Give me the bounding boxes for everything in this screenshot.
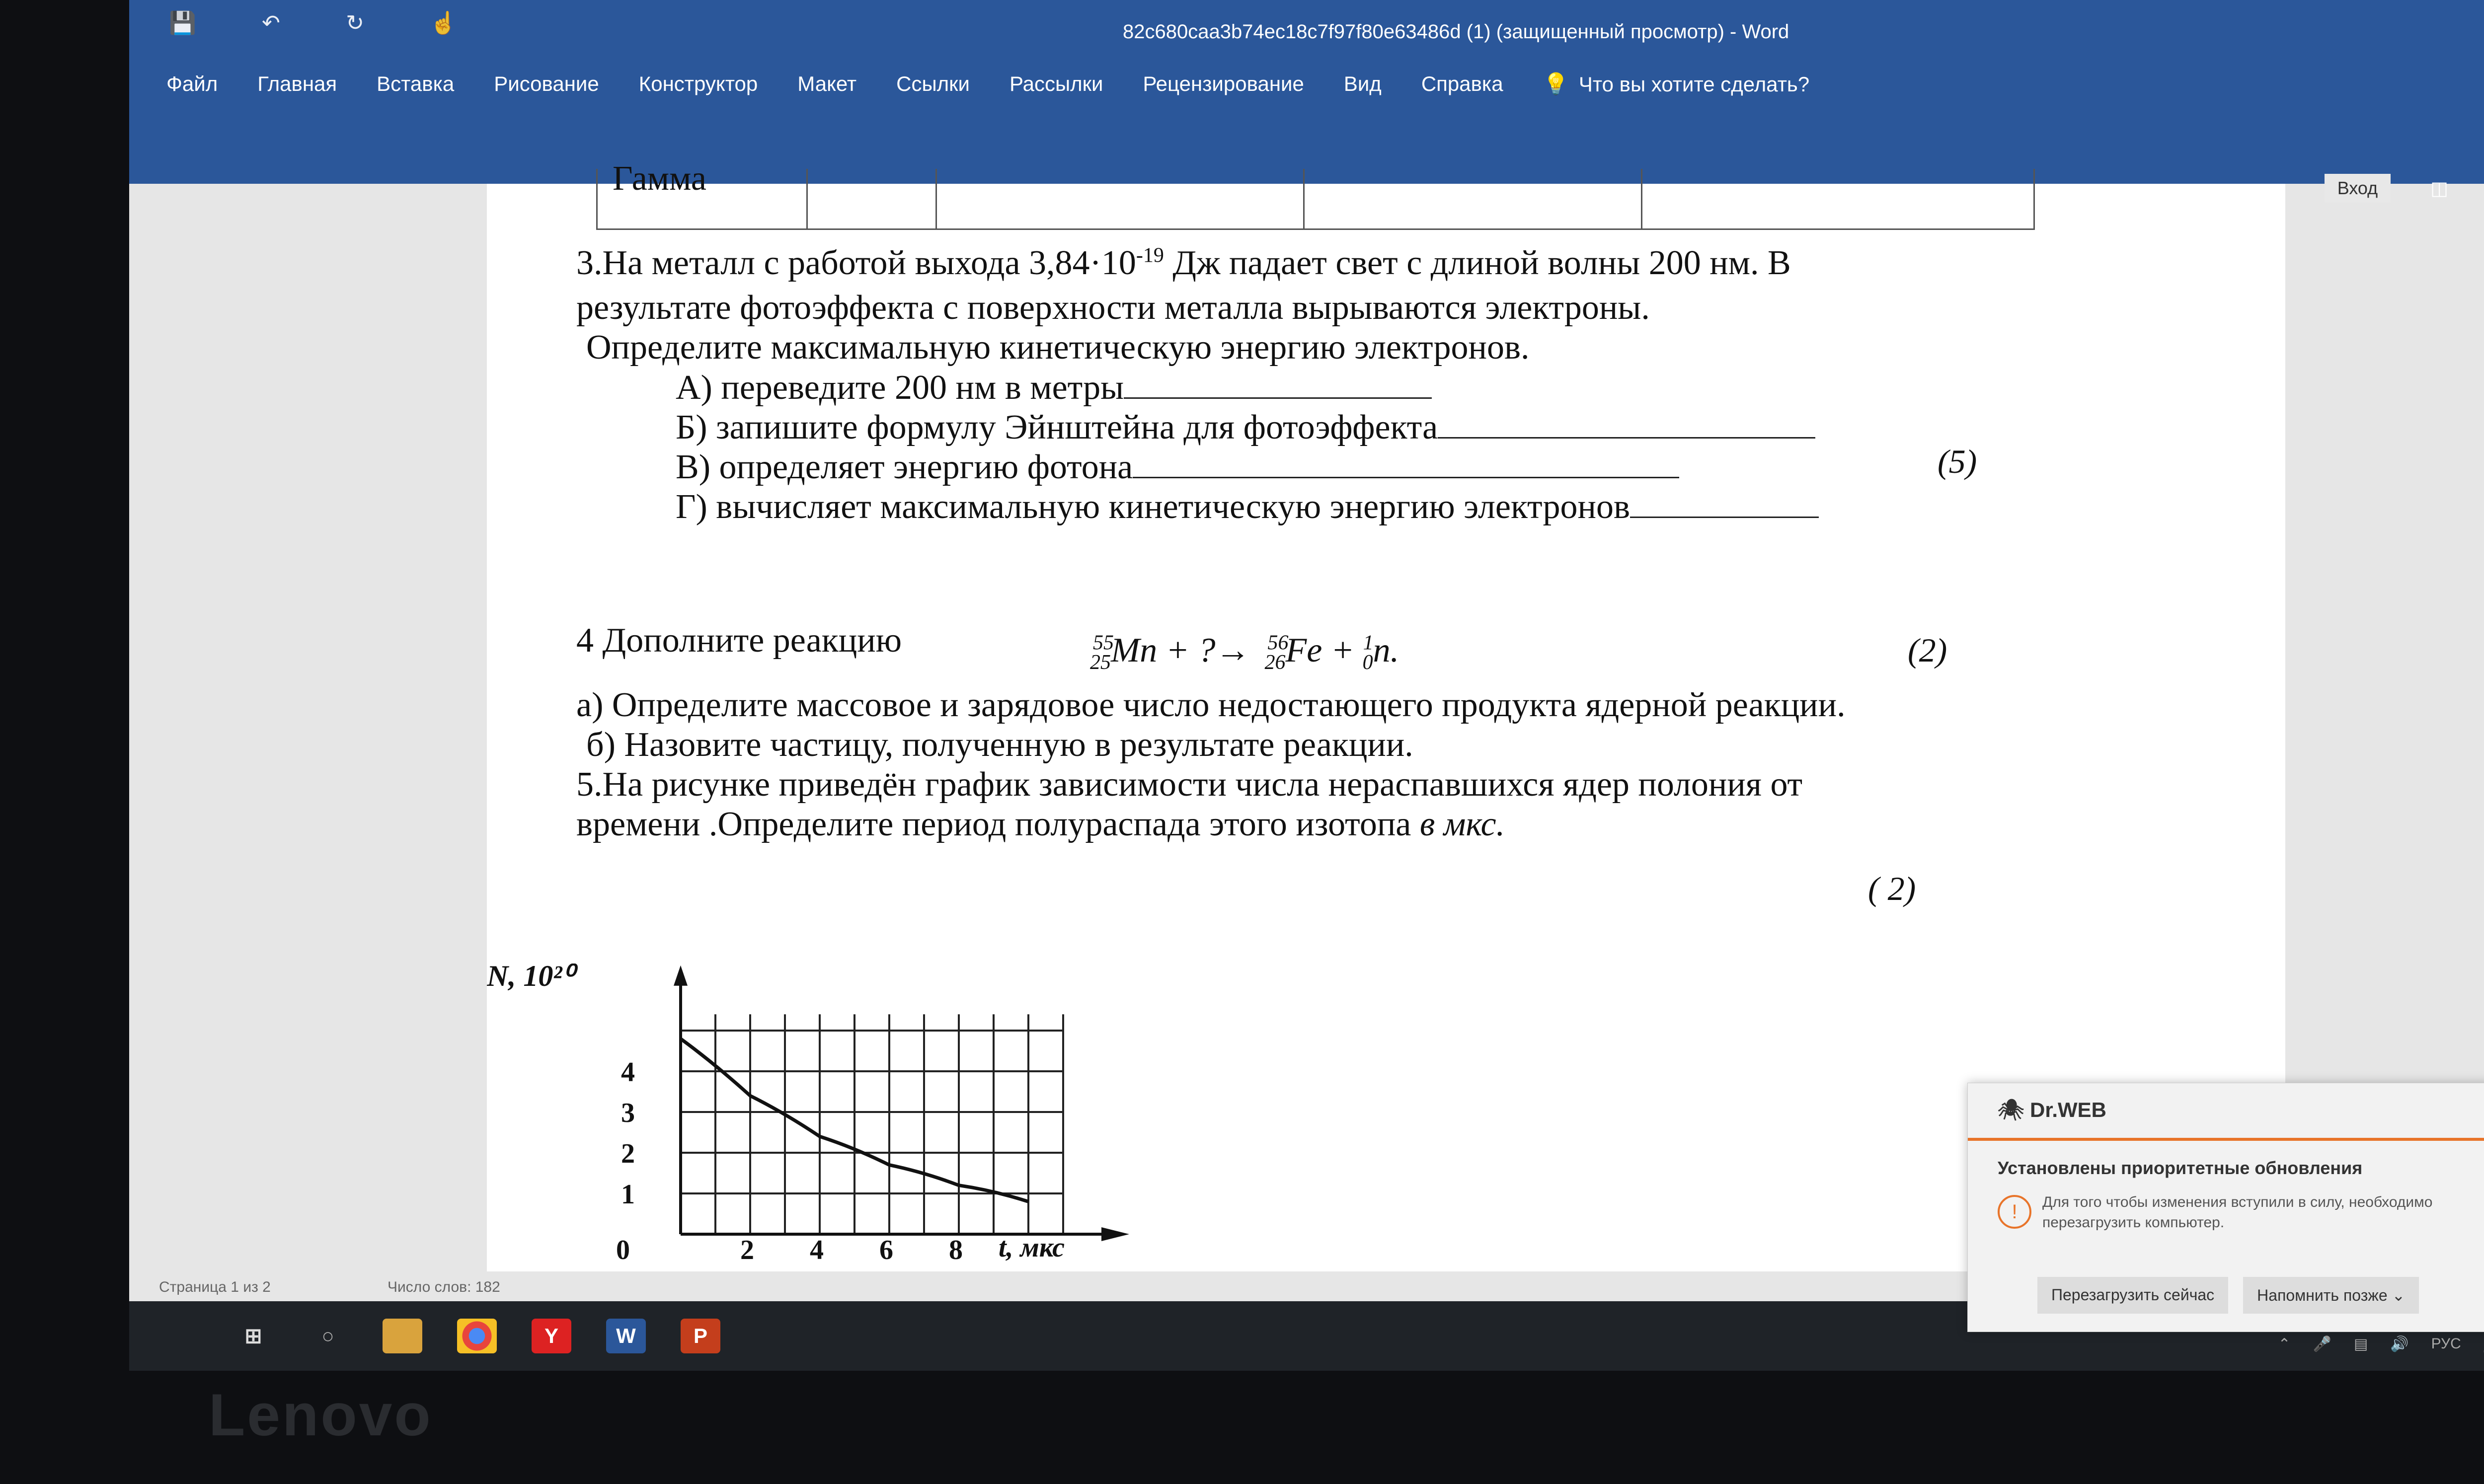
x-tick-label: 0 bbox=[616, 1235, 630, 1265]
search-icon[interactable]: ○ bbox=[321, 1324, 334, 1347]
word-icon[interactable]: W bbox=[606, 1319, 646, 1353]
y-axis-arrow bbox=[674, 965, 688, 986]
q4-item-a: а) Определите массовое и зарядовое число недостающего продукта ядерной реакции. bbox=[576, 686, 1846, 724]
drweb-logo: 🕷 Dr.WEB bbox=[1998, 1098, 2107, 1121]
q3-score: (5) bbox=[1938, 443, 1977, 480]
tab-home[interactable]: Главная bbox=[257, 72, 337, 95]
redo-icon[interactable]: ↻ bbox=[346, 11, 365, 35]
q5-score: ( 2) bbox=[1868, 870, 1916, 907]
screen bbox=[129, 0, 2484, 1371]
x-tick-label: 4 bbox=[810, 1235, 824, 1265]
window-title: 82c680caa3b74ec18c7f97f80e63486d (1) (защищенный просмотр) - Word bbox=[1123, 21, 1789, 43]
lenovo-logo: Lenovo bbox=[209, 1382, 433, 1448]
q3-item-b: Б) запишите формулу Эйнштейна для фотоэффекта bbox=[676, 407, 1815, 447]
toast-message: Для того чтобы изменения вступили в силу, необходимо перезагрузить компьютер. bbox=[2042, 1194, 2433, 1231]
table-cell-text: Гамма bbox=[613, 159, 706, 198]
y-tick-label: 4 bbox=[621, 1057, 635, 1088]
q3-item-v: В) определяет энергию фотона bbox=[676, 447, 1679, 487]
tell-me-text: Что вы хотите сделать? bbox=[1578, 72, 1810, 96]
x-tick-label: 6 bbox=[879, 1235, 893, 1265]
x-tick-label: 8 bbox=[949, 1235, 963, 1265]
remind-later-button[interactable]: Напомнить позже ⌄ bbox=[2243, 1277, 2419, 1314]
title-bar bbox=[129, 0, 2484, 60]
yandex-browser-icon[interactable]: Y bbox=[532, 1319, 571, 1353]
tab-references[interactable]: Ссылки bbox=[896, 72, 970, 95]
window-controls bbox=[2325, 174, 2484, 203]
table-divider bbox=[1303, 169, 1305, 228]
y-tick-label: 3 bbox=[621, 1098, 635, 1128]
tab-insert[interactable]: Вставка bbox=[377, 72, 455, 95]
answer-blank[interactable] bbox=[1124, 368, 1432, 399]
system-tray bbox=[2278, 1329, 2484, 1359]
x-axis-arrow bbox=[1101, 1227, 1129, 1241]
tab-layout[interactable]: Макет bbox=[797, 72, 857, 95]
quick-access-toolbar bbox=[169, 10, 517, 36]
file-explorer-icon[interactable] bbox=[383, 1319, 422, 1353]
y-axis-label: N, 10²⁰ bbox=[487, 964, 574, 992]
toast-divider bbox=[1968, 1138, 2484, 1141]
table-divider bbox=[935, 169, 937, 228]
powerpoint-icon[interactable]: P bbox=[681, 1319, 720, 1353]
nuclear-reaction-equation: $^{55}_{25}$Mn + ?→ $^{56}_{26}$Fe + $^1_0$n. bbox=[1090, 631, 1399, 674]
network-icon[interactable]: ▤ bbox=[2353, 1336, 2368, 1352]
x-axis-label: t, мкс bbox=[999, 1232, 1065, 1263]
language-indicator[interactable]: РУС bbox=[2431, 1336, 2461, 1352]
microphone-icon[interactable]: 🎤 bbox=[2313, 1336, 2331, 1352]
tab-help[interactable]: Справка bbox=[1421, 72, 1503, 95]
table-divider bbox=[806, 169, 808, 228]
ribbon-tabs bbox=[166, 72, 1809, 96]
tab-file[interactable]: Файл bbox=[166, 72, 218, 95]
lightbulb-icon: 💡 bbox=[1543, 72, 1569, 95]
tab-view[interactable]: Вид bbox=[1343, 72, 1382, 95]
page-count[interactable]: Страница 1 из 2 bbox=[159, 1279, 271, 1295]
save-icon[interactable]: 💾 bbox=[169, 11, 196, 35]
q4-title: 4 Дополните реакцию bbox=[576, 621, 902, 660]
toast-heading: Установлены приоритетные обновления bbox=[1998, 1158, 2363, 1178]
drweb-notification bbox=[1967, 1083, 2484, 1332]
previous-table-fragment bbox=[596, 159, 2035, 230]
q4-item-b: б) Назовите частицу, полученную в результате реакции. bbox=[586, 726, 1413, 764]
warning-icon: ! bbox=[1998, 1195, 2031, 1229]
q3-line-3: Определите максимальную кинетическую энергию электронов. bbox=[586, 328, 1530, 367]
volume-icon[interactable]: 🔊 bbox=[2390, 1336, 2409, 1352]
tell-me-box[interactable] bbox=[1543, 72, 1810, 96]
q3-line-1: 3.На металл с работой выхода $3,84\cdot 10^{-19}$ Дж падает свет с длиной волны 200 нм. В bbox=[576, 244, 1791, 282]
graph-grid bbox=[681, 1014, 1063, 1234]
decay-graph bbox=[487, 964, 1232, 1271]
tab-mailings[interactable]: Рассылки bbox=[1009, 72, 1103, 95]
toast-buttons bbox=[2037, 1277, 2419, 1314]
login-button[interactable]: Вход bbox=[2325, 174, 2391, 203]
chrome-icon[interactable] bbox=[457, 1319, 497, 1353]
q3-line-2: результате фотоэффекта с поверхности металла вырываются электроны. bbox=[576, 289, 1650, 327]
undo-icon[interactable]: ↶ bbox=[262, 11, 280, 35]
tab-review[interactable]: Рецензирование bbox=[1143, 72, 1304, 95]
touch-mode-icon[interactable]: ☝ bbox=[430, 11, 458, 35]
restart-now-button[interactable]: Перезагрузить сейчас bbox=[2037, 1277, 2228, 1314]
table-divider bbox=[1641, 169, 1642, 228]
word-count[interactable]: Число слов: 182 bbox=[388, 1279, 500, 1295]
q3-item-a: А) переведите 200 нм в метры bbox=[676, 368, 1432, 408]
y-tick-label: 2 bbox=[621, 1138, 635, 1169]
answer-blank[interactable] bbox=[1630, 487, 1819, 518]
x-tick-label: 2 bbox=[740, 1235, 754, 1265]
windows-start-icon[interactable]: ⊞ bbox=[244, 1324, 262, 1347]
tab-draw[interactable]: Рисование bbox=[494, 72, 599, 95]
ribbon-display-icon[interactable]: ◫ bbox=[2430, 178, 2449, 199]
q5-line-1: 5.На рисунке приведён график зависимости числа нераспавшихся ядер полония от bbox=[576, 765, 1803, 804]
q3-item-g: Г) вычисляет максимальную кинетическую энергию электронов bbox=[676, 487, 1819, 527]
y-tick-label: 1 bbox=[621, 1179, 635, 1210]
answer-blank[interactable] bbox=[1133, 447, 1679, 478]
ribbon bbox=[129, 60, 2484, 199]
q4-score: (2) bbox=[1908, 631, 1947, 669]
tab-design[interactable]: Конструктор bbox=[638, 72, 758, 95]
answer-blank[interactable] bbox=[1438, 407, 1815, 439]
q5-line-2: времени .Определите период полураспада этого изотопа в мкс. bbox=[576, 805, 1505, 843]
chevron-up-icon[interactable]: ⌃ bbox=[2278, 1336, 2291, 1352]
